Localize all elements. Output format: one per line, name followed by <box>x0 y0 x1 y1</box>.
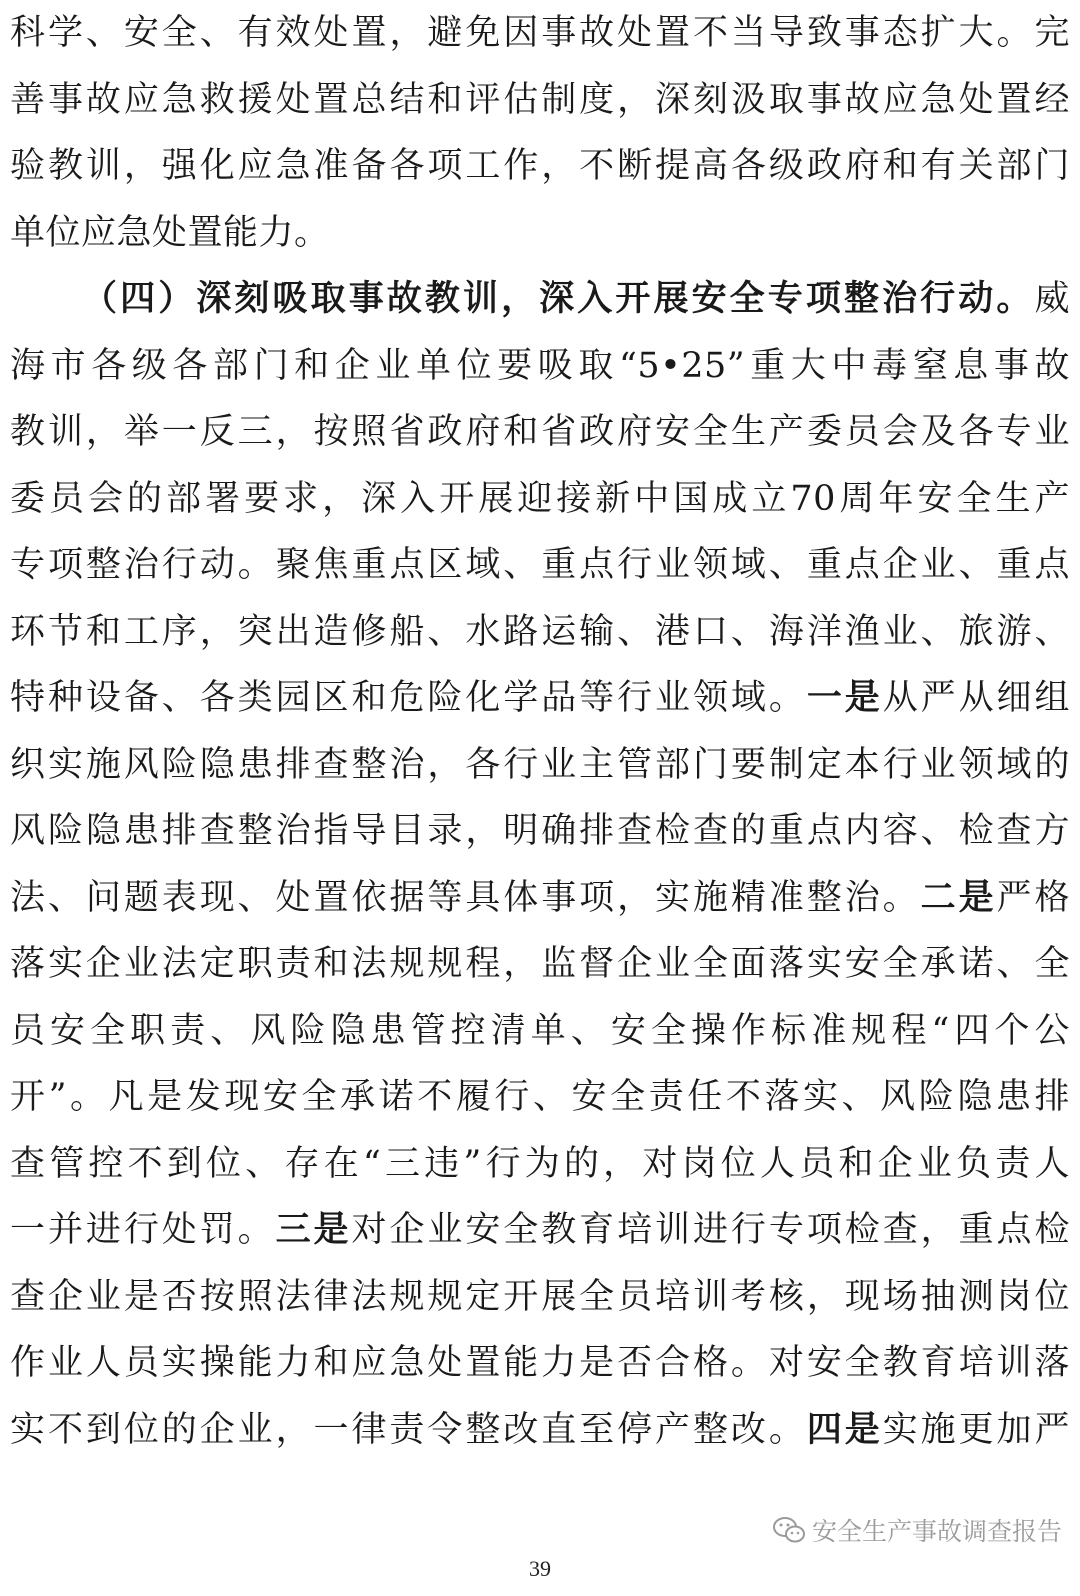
text-line: 验教训，强化应急准备各项工作，不断提高各级政府和有关部门 <box>10 146 1070 186</box>
text-line <box>10 865 1070 932</box>
text-line: 织实施风险隐患排查整治，各行业主管部门要制定本行业领域的 <box>10 744 1070 785</box>
emphasis-marker: 三是 <box>275 1209 352 1250</box>
text-run: 实不到位的企业，一律责令整改直至停产整改。 <box>10 1409 807 1450</box>
text-line: 专项整治行动。聚焦重点区域、重点行业领域、重点企业、重点 <box>10 545 1070 585</box>
text-run: 严格 <box>996 877 1070 918</box>
section-heading: （四）深刻吸取事故教训，深入开展安全专项整治行动。 <box>82 278 1035 319</box>
text-line: 作业人员实操能力和应急处置能力是否合格。对安全教育培训落 <box>10 1343 1070 1383</box>
emphasis-marker: 二是 <box>920 876 997 918</box>
page-number: 39 <box>529 1556 551 1581</box>
text-run: 实施更加严 <box>882 1409 1070 1450</box>
watermark-label: 安全生产事故调查报告 <box>811 1517 1062 1546</box>
text-line <box>10 665 1070 732</box>
text-line: 环节和工序，突出造修船、水路运输、港口、海洋渔业、旅游、 <box>10 611 1070 652</box>
text-line: 单位应急处置能力。 <box>10 212 330 253</box>
text-line: 委员会的部署要求，深入开展迎接新中国成立70周年安全生产 <box>10 478 1070 519</box>
text-line: 员安全职责、风险隐患管控清单、安全操作标准规程“四个公 <box>10 1010 1070 1051</box>
text-line: 查企业是否按照法律法规规定开展全员培训考核，现场抽测岗位 <box>10 1276 1070 1317</box>
emphasis-marker: 一是 <box>806 677 883 718</box>
text-line: 教训，举一反三，按照省政府和省政府安全生产委员会及各专业 <box>10 412 1070 452</box>
text-run: 威 <box>1034 279 1070 319</box>
text-line <box>10 1197 1070 1264</box>
text-run: 对企业安全教育培训进行专项检查，重点检 <box>351 1210 1070 1250</box>
text-line: 善事故应急救援处置总结和评估制度，深刻汲取事故应急处置经 <box>10 79 1070 120</box>
text-line <box>10 1397 1070 1464</box>
text-line: 开”。凡是发现安全承诺不履行、安全责任不落实、风险隐患排 <box>10 1077 1070 1117</box>
watermark <box>772 1510 1062 1550</box>
text-line: 风险隐患排查整治指导目录，明确排查检查的重点内容、检查方 <box>10 811 1070 851</box>
text-run: 法、问题表现、处置依据等具体事项，实施精准整治。 <box>10 877 921 918</box>
text-run: 一并进行处罚。 <box>10 1210 276 1250</box>
text-line: 查管控不到位、存在“三违”行为的，对岗位人员和企业负责人 <box>10 1143 1070 1184</box>
emphasis-marker: 四是 <box>806 1408 883 1450</box>
text-line: 科学、安全、有效处置，避免因事故处置不当导致事态扩大。完 <box>10 13 1070 53</box>
body-text <box>10 0 1070 1463</box>
text-line: 海市各级各部门和企业单位要吸取“5•25”重大中毒窒息事故 <box>10 345 1070 386</box>
wechat-icon <box>772 1516 806 1544</box>
text-line: 落实企业法定职责和法规规程，监督企业全面落实安全承诺、全 <box>10 944 1070 984</box>
section-heading-line <box>10 266 1070 333</box>
text-run: 从严从细组 <box>882 678 1070 718</box>
text-run: 特种设备、各类园区和危险化学品等行业领域。 <box>10 678 807 718</box>
